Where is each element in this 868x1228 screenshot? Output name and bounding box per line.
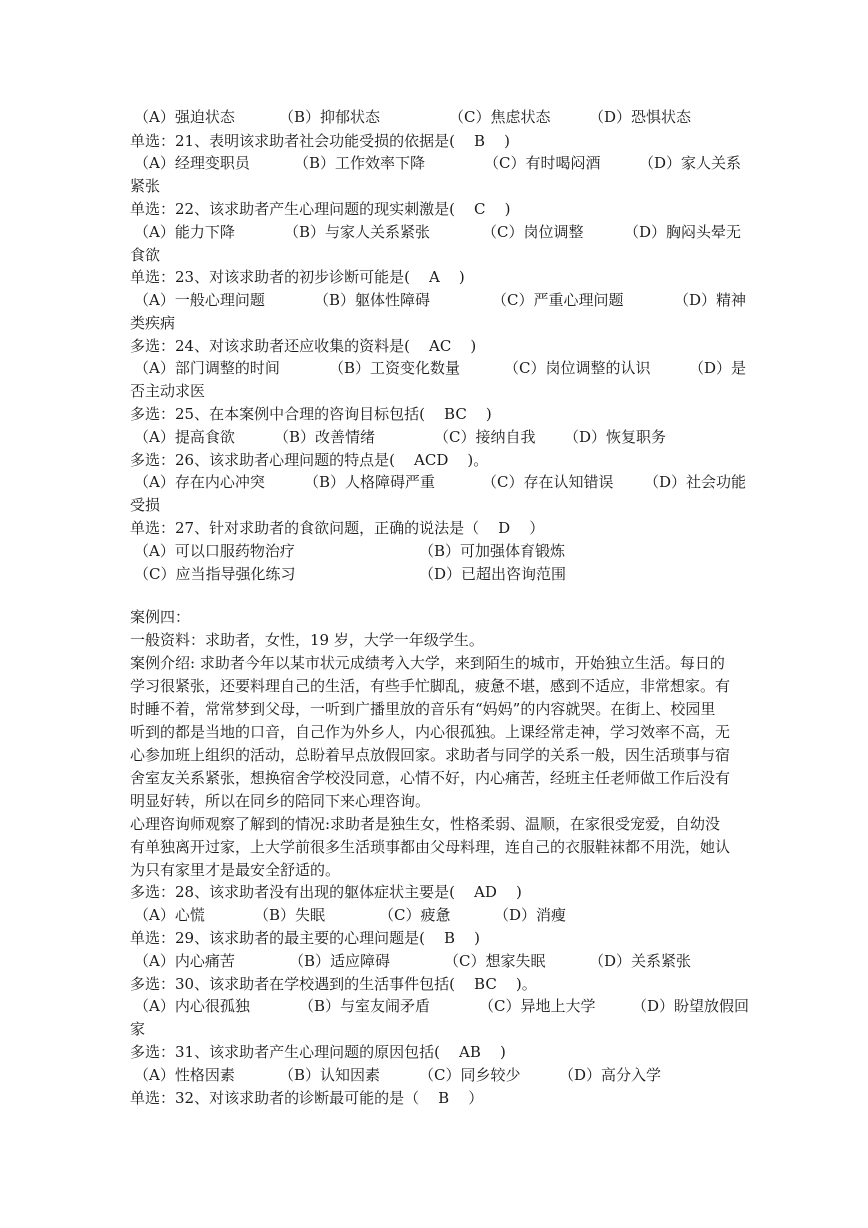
option-text: （A）心慌 — [134, 906, 205, 924]
text-line: 单选：22、该求助者产生心理问题的现实刺激是( C ) — [130, 200, 511, 218]
text-line: 有单独离开过家，上大学前很多生活琐事都由父母料理，连自己的衣服鞋袜都不用洗，她认 — [130, 838, 731, 856]
option-text: （C）异地上大学 — [479, 997, 596, 1015]
option-text: （C）存在认知错误 — [482, 473, 614, 491]
text-line: 多选：24、对该求助者还应收集的资料是( AC ) — [130, 337, 477, 355]
option-text: （A）内心很孤独 — [134, 997, 250, 1015]
text-line: 否主动求医 — [130, 382, 206, 400]
option-text: （C）焦虑状态 — [449, 108, 551, 126]
option-text: （D）高分入学 — [559, 1066, 662, 1084]
option-text: （D）消瘦 — [494, 906, 567, 924]
option-text: （D）关系紧张 — [589, 952, 692, 970]
option-text: （C）严重心理问题 — [492, 291, 624, 309]
text-line: 多选：26、该求助者心理问题的特点是( ACD )。 — [130, 451, 489, 469]
option-text: （B）可加强体育锻炼 — [419, 542, 566, 560]
text-line: 多选：28、该求助者没有出现的躯体症状主要是( AD ) — [130, 883, 522, 901]
option-text: （D）恐惧状态 — [589, 108, 692, 126]
option-text: （C）同乡较少 — [419, 1066, 521, 1084]
option-text: （C）想家失眠 — [444, 952, 546, 970]
option-text: （B）认知因素 — [279, 1066, 381, 1084]
text-line: 案例四： — [130, 608, 191, 626]
text-line: 类疾病 — [130, 314, 176, 332]
option-text: （D）是 — [689, 359, 747, 377]
text-line: 明显好转，所以在同乡的陪同下来心理咨询。 — [130, 792, 431, 810]
option-text: （B）工资变化数量 — [329, 359, 461, 377]
option-text: （B）与室友闹矛盾 — [299, 997, 431, 1015]
option-text: （C）岗位调整 — [482, 223, 584, 241]
option-text: （B）工作效率下降 — [294, 154, 426, 172]
option-text: （D）恢复职务 — [564, 428, 667, 446]
text-line: 多选：30、该求助者在学校遇到的生活事件包括( BC )。 — [130, 975, 537, 993]
option-text: （C）有时喝闷酒 — [484, 154, 601, 172]
option-text: （D）盼望放假回 — [632, 997, 750, 1015]
text-line: 单选：27、针对求助者的食欲问题，正确的说法是（ D ） — [130, 519, 545, 537]
option-text: （A）强迫状态 — [134, 108, 235, 126]
text-line: 学习很紧张，还要料理自己的生活，有些手忙脚乱，疲惫不堪，感到不适应，非常想家。有 — [130, 677, 731, 695]
text-line: 单选：21、表明该求助者社会功能受损的依据是( B ) — [130, 132, 510, 150]
option-text: （D）精神 — [674, 291, 747, 309]
option-text: （B）改善情绪 — [274, 428, 376, 446]
text-line: 舍室友关系紧张，想换宿舍学校没同意，心情不好，内心痛苦，经班主任老师做工作后没有 — [130, 769, 731, 787]
option-text: （A）能力下降 — [134, 223, 235, 241]
option-text: （D）社会功能 — [644, 473, 747, 491]
text-line: 单选：32、对该求助者的诊断最可能的是（ B ） — [130, 1089, 484, 1107]
text-line: 多选：25、在本案例中合理的咨询目标包括( BC ) — [130, 405, 492, 423]
text-line: 为只有家里才是最安全舒适的。 — [130, 861, 341, 879]
option-text: （D）胸闷头晕无 — [624, 223, 742, 241]
option-text: （A）经理变职员 — [134, 154, 250, 172]
text-line: 时睡不着，常常梦到父母，一听到广播里放的音乐有“妈妈”的内容就哭。在街上、校园里 — [130, 700, 716, 718]
text-line: 紧张 — [130, 177, 161, 195]
option-text: （A）一般心理问题 — [134, 291, 265, 309]
option-text: （B）适应障碍 — [289, 952, 391, 970]
text-line: 受损 — [130, 496, 161, 514]
option-text: （B）躯体性障碍 — [314, 291, 431, 309]
option-text: （B）抑郁状态 — [279, 108, 381, 126]
text-line: 食欲 — [130, 246, 161, 264]
option-text: （A）性格因素 — [134, 1066, 235, 1084]
text-line: 心参加班上组织的活动，总盼着早点放假回家。求助者与同学的关系一般，因生活琐事与宿 — [130, 746, 731, 764]
option-text: （C）疲惫 — [379, 906, 451, 924]
option-text: （A）内心痛苦 — [134, 952, 235, 970]
option-text: （C）应当指导强化练习 — [134, 565, 296, 583]
text-line: 家 — [130, 1020, 146, 1038]
option-text: （B）人格障碍严重 — [304, 473, 436, 491]
text-line: 心理咨询师观察了解到的情况:求助者是独生女，性格柔弱、温顺，在家很受宠爱，自幼没 — [130, 815, 721, 833]
option-text: （D）家人关系 — [639, 154, 742, 172]
text-line: 案例介绍: 求助者今年以某市状元成绩考入大学，来到陌生的城市，开始独立生活。每日的 — [130, 654, 725, 672]
option-text: （C）接纳自我 — [434, 428, 536, 446]
option-text: （B）与家人关系紧张 — [284, 223, 431, 241]
text-line: 单选：23、对该求助者的初步诊断可能是( A ) — [130, 268, 465, 286]
option-text: （A）可以口服药物治疗 — [134, 542, 295, 560]
option-text: （D）已超出咨询范围 — [419, 565, 567, 583]
text-line: 一般资料：求助者，女性，19 岁，大学一年级学生。 — [130, 631, 484, 649]
option-text: （A）部门调整的时间 — [134, 359, 280, 377]
text-line: 听到的都是当地的口音，自己作为外乡人，内心很孤独。上课经常走神，学习效率不高，无 — [130, 723, 731, 741]
text-line: 单选：29、该求助者的最主要的心理问题是( B ) — [130, 929, 480, 947]
option-text: （C）岗位调整的认识 — [504, 359, 651, 377]
option-text: （A）存在内心冲突 — [134, 473, 265, 491]
text-line: 多选：31、该求助者产生心理问题的原因包括( AB ) — [130, 1043, 506, 1061]
option-text: （B）失眠 — [254, 906, 326, 924]
option-text: （A）提高食欲 — [134, 428, 235, 446]
